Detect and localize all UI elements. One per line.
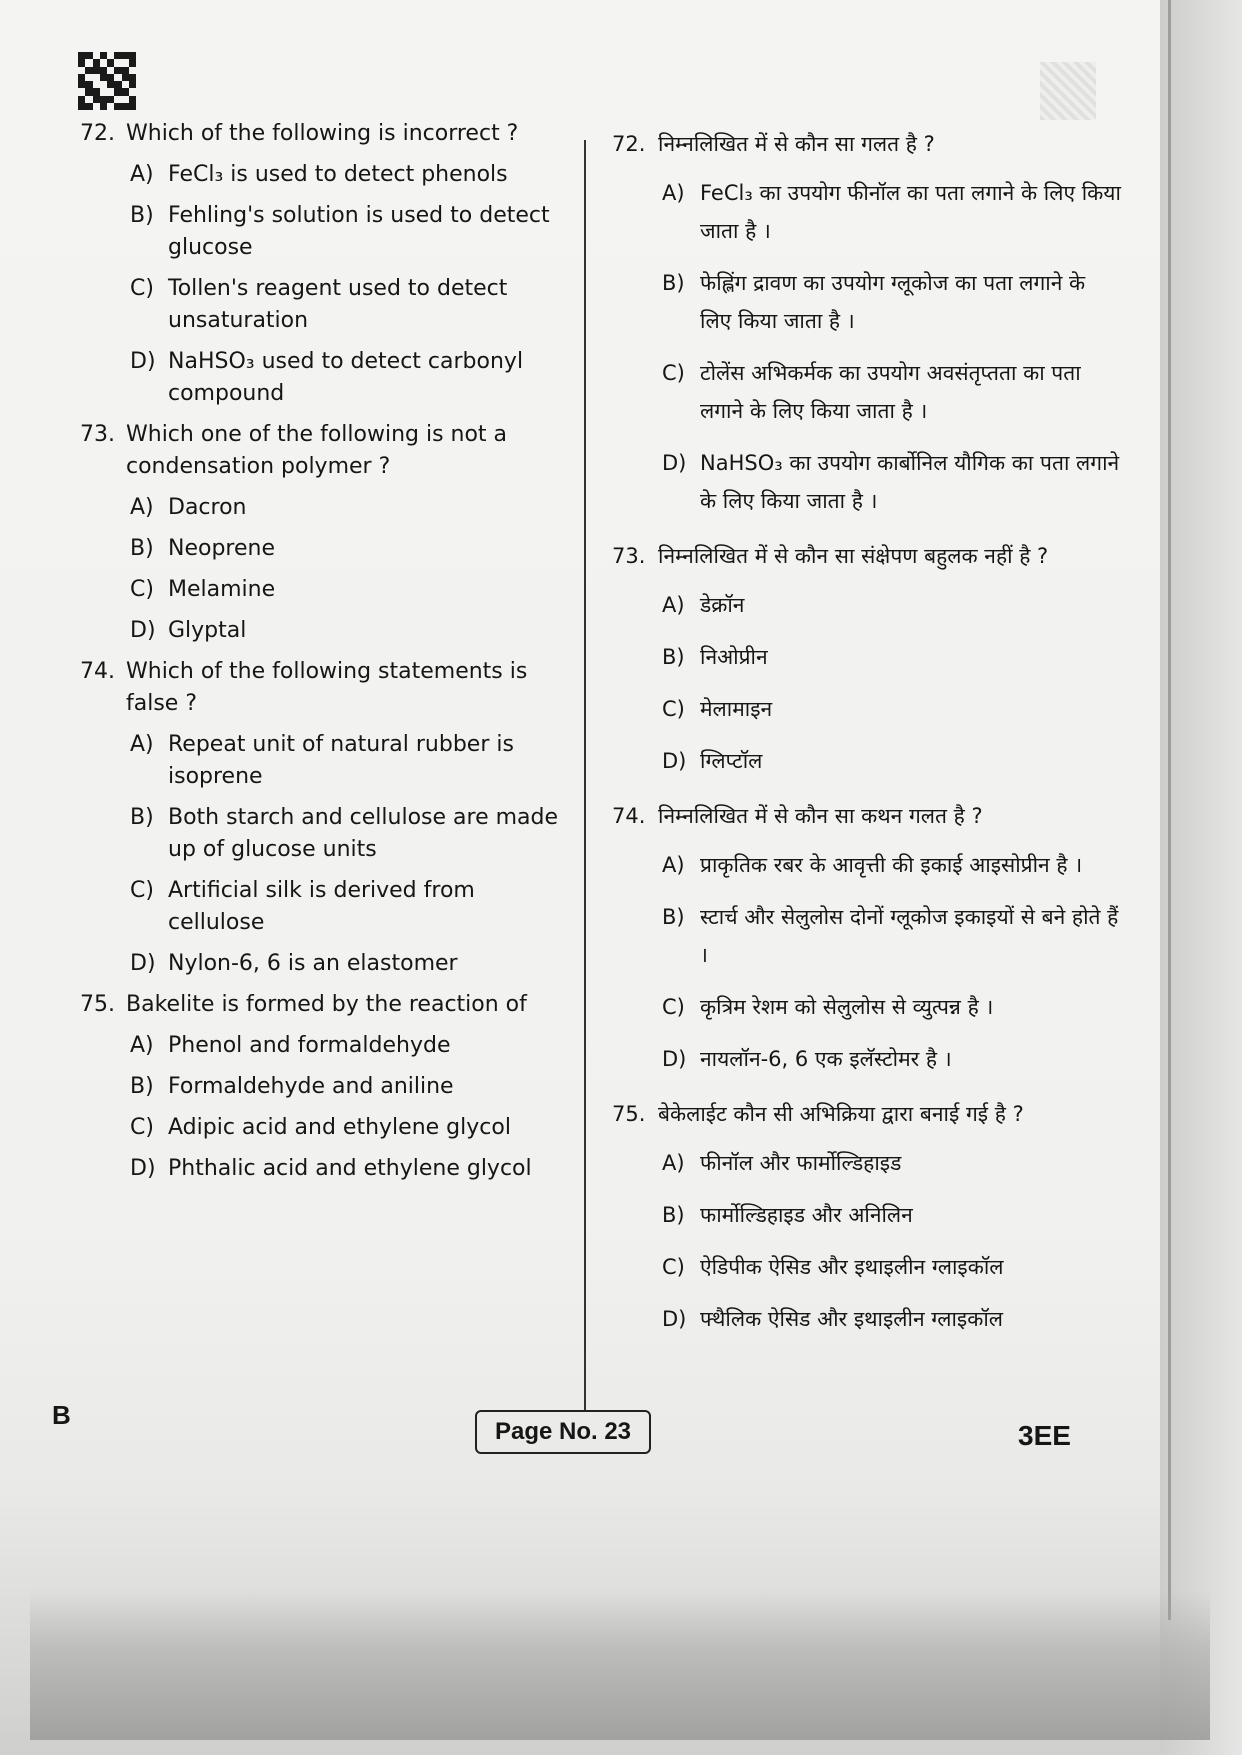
- option-text: NaHSO₃ का उपयोग कार्बोनिल यौगिक का पता लगाने के लिए किया जाता है ।: [700, 451, 1120, 513]
- option-text: निओप्रीन: [700, 645, 768, 669]
- option-letter: C): [662, 361, 685, 385]
- options-list: [662, 586, 1122, 780]
- options-list: [130, 1030, 570, 1185]
- option-text: Formaldehyde and aniline: [168, 1074, 454, 1099]
- option-letter: C): [130, 1115, 154, 1140]
- option-text: प्राकृतिक रबर के आवृत्ती की इकाई आइसोप्रीन है ।: [700, 853, 1083, 877]
- option-item: [130, 159, 570, 191]
- question-line: [612, 540, 1122, 572]
- option-letter: A): [130, 162, 154, 187]
- option-letter: C): [662, 1255, 685, 1279]
- option-text: फीनॉल और फार्मोल्डिहाइड: [700, 1151, 902, 1175]
- question-number: 74.: [80, 659, 115, 684]
- question-74: [80, 656, 570, 980]
- option-text: NaHSO₃ used to detect carbonyl compound: [168, 349, 524, 406]
- options-list: [662, 174, 1122, 520]
- question-line: [612, 800, 1122, 832]
- option-item: [662, 264, 1122, 340]
- set-letter: B: [52, 1400, 71, 1430]
- option-text: FeCl₃ का उपयोग फीनॉल का पता लगाने के लिए किया जाता है ।: [700, 181, 1121, 243]
- question-72: [80, 118, 570, 410]
- option-text: Nylon-6, 6 is an elastomer: [168, 951, 458, 976]
- option-letter: C): [130, 878, 154, 903]
- option-item: [662, 444, 1122, 520]
- option-text: Both starch and cellulose are made up of glucose units: [168, 805, 559, 862]
- option-item: [662, 1300, 1122, 1338]
- option-letter: C): [130, 577, 154, 602]
- question-line: [80, 656, 570, 720]
- option-letter: D): [662, 1047, 687, 1071]
- option-letter: A): [130, 495, 154, 520]
- option-letter: B): [130, 805, 154, 830]
- option-letter: D): [662, 1307, 687, 1331]
- question-text: Which of the following is incorrect ?: [126, 121, 519, 146]
- option-letter: C): [130, 276, 154, 301]
- option-item: [130, 200, 570, 264]
- bottom-shadow: [30, 1590, 1210, 1740]
- question-text: Which one of the following is not a condensation polymer ?: [126, 422, 508, 479]
- option-letter: A): [662, 181, 685, 205]
- option-item: [130, 533, 570, 565]
- question-line: [80, 419, 570, 483]
- option-item: [662, 690, 1122, 728]
- question-number: 72.: [612, 132, 646, 156]
- question-75: [80, 989, 570, 1185]
- option-item: [130, 615, 570, 647]
- question-line: [80, 989, 570, 1021]
- option-text: Artificial silk is derived from cellulose: [168, 878, 475, 935]
- option-letter: B): [662, 1203, 685, 1227]
- option-letter: D): [130, 618, 156, 643]
- option-item: [662, 846, 1122, 884]
- option-text: फ्थैलिक ऐसिड और इथाइलीन ग्लाइकॉल: [700, 1307, 1003, 1331]
- options-list: [662, 846, 1122, 1078]
- option-letter: B): [662, 645, 685, 669]
- faded-barcode-mark: [1040, 62, 1096, 120]
- option-letter: B): [130, 1074, 154, 1099]
- option-item: [130, 1153, 570, 1185]
- option-text: ऐडिपीक ऐसिड और इथाइलीन ग्लाइकॉल: [700, 1255, 1004, 1279]
- option-text: Phenol and formaldehyde: [168, 1033, 451, 1058]
- option-item: [662, 1248, 1122, 1286]
- english-column: [80, 118, 570, 1194]
- question-text: बेकेलाईट कौन सी अभिक्रिया द्वारा बनाई गई है ?: [658, 1102, 1024, 1126]
- question-text: निम्नलिखित में से कौन सा कथन गलत है ?: [658, 804, 983, 828]
- option-item: [130, 346, 570, 410]
- option-item: [130, 948, 570, 980]
- option-letter: C): [662, 697, 685, 721]
- option-item: [130, 875, 570, 939]
- option-item: [662, 638, 1122, 676]
- option-item: [130, 492, 570, 524]
- option-item: [662, 898, 1122, 974]
- question-line: [612, 128, 1122, 160]
- option-item: [662, 1196, 1122, 1234]
- option-letter: D): [662, 749, 687, 773]
- question-number: 75.: [612, 1102, 646, 1126]
- option-item: [662, 1144, 1122, 1182]
- option-text: Neoprene: [168, 536, 275, 561]
- option-letter: B): [130, 203, 154, 228]
- question-73: [80, 419, 570, 647]
- option-text: Repeat unit of natural rubber is isoprene: [168, 732, 514, 789]
- option-letter: B): [662, 271, 685, 295]
- question-number: 75.: [80, 992, 115, 1017]
- question-74: [612, 800, 1122, 1078]
- question-text: Which of the following statements is false ?: [126, 659, 528, 716]
- option-item: [130, 729, 570, 793]
- question-number: 73.: [612, 544, 646, 568]
- option-text: Dacron: [168, 495, 247, 520]
- option-item: [662, 988, 1122, 1026]
- option-item: [662, 586, 1122, 624]
- page-number-box: Page No. 23: [475, 1410, 651, 1454]
- question-line: [80, 118, 570, 150]
- option-text: टोलेंस अभिकर्मक का उपयोग अवसंतृप्तता का पता लगाने के लिए किया जाता है ।: [700, 361, 1081, 423]
- question-72: [612, 128, 1122, 520]
- option-item: [130, 273, 570, 337]
- option-letter: A): [662, 593, 685, 617]
- option-text: मेलामाइन: [700, 697, 773, 721]
- option-text: Melamine: [168, 577, 276, 602]
- booklet-code: 3EE: [1018, 1420, 1071, 1451]
- option-text: ग्लिप्टॉल: [700, 749, 763, 773]
- option-letter: D): [130, 349, 156, 374]
- option-item: [130, 1112, 570, 1144]
- option-letter: A): [130, 1033, 154, 1058]
- options-list: [130, 492, 570, 647]
- option-item: [662, 354, 1122, 430]
- option-item: [130, 1030, 570, 1062]
- scanner-shadow: [1160, 0, 1242, 1755]
- paper-edge: [1168, 0, 1171, 1620]
- option-text: कृत्रिम रेशम को सेलुलोस से व्युत्पन्न है ।: [700, 995, 994, 1019]
- option-text: Tollen's reagent used to detect unsaturation: [168, 276, 508, 333]
- option-text: Adipic acid and ethylene glycol: [168, 1115, 511, 1140]
- question-73: [612, 540, 1122, 780]
- option-item: [130, 802, 570, 866]
- option-letter: D): [130, 951, 156, 976]
- option-text: डेक्रॉन: [700, 593, 745, 617]
- question-number: 73.: [80, 422, 115, 447]
- options-list: [130, 159, 570, 410]
- option-letter: B): [130, 536, 154, 561]
- option-letter: A): [662, 853, 685, 877]
- option-text: स्टार्च और सेलुलोस दोनों ग्लूकोज इकाइयों से बने होते हैं ।: [700, 905, 1119, 967]
- option-text: फार्मोल्डिहाइड और अनिलिन: [700, 1203, 913, 1227]
- option-item: [130, 1071, 570, 1103]
- question-text: निम्नलिखित में से कौन सा गलत है ?: [658, 132, 935, 156]
- question-text: निम्नलिखित में से कौन सा संक्षेपण बहुलक नहीं है ?: [658, 544, 1049, 568]
- option-letter: D): [662, 451, 687, 475]
- qr-code-icon: [78, 52, 136, 110]
- option-letter: C): [662, 995, 685, 1019]
- option-letter: B): [662, 905, 685, 929]
- option-text: नायलॉन-6, 6 एक इलॅस्टोमर है ।: [700, 1047, 952, 1071]
- option-text: Glyptal: [168, 618, 247, 643]
- column-divider: [584, 140, 586, 1410]
- option-item: [662, 742, 1122, 780]
- option-text: फेह्लिंग द्रावण का उपयोग ग्लूकोज का पता लगाने के लिए किया जाता है ।: [700, 271, 1086, 333]
- options-list: [662, 1144, 1122, 1338]
- question-line: [612, 1098, 1122, 1130]
- option-item: [662, 174, 1122, 250]
- option-item: [662, 1040, 1122, 1078]
- option-text: FeCl₃ is used to detect phenols: [168, 162, 508, 187]
- option-item: [130, 574, 570, 606]
- option-letter: D): [130, 1156, 156, 1181]
- question-number: 72.: [80, 121, 115, 146]
- option-text: Phthalic acid and ethylene glycol: [168, 1156, 532, 1181]
- question-text: Bakelite is formed by the reaction of: [126, 992, 527, 1017]
- hindi-column: [612, 128, 1122, 1358]
- question-number: 74.: [612, 804, 646, 828]
- options-list: [130, 729, 570, 980]
- question-75: [612, 1098, 1122, 1338]
- option-letter: A): [130, 732, 154, 757]
- option-text: Fehling's solution is used to detect glucose: [168, 203, 550, 260]
- option-letter: A): [662, 1151, 685, 1175]
